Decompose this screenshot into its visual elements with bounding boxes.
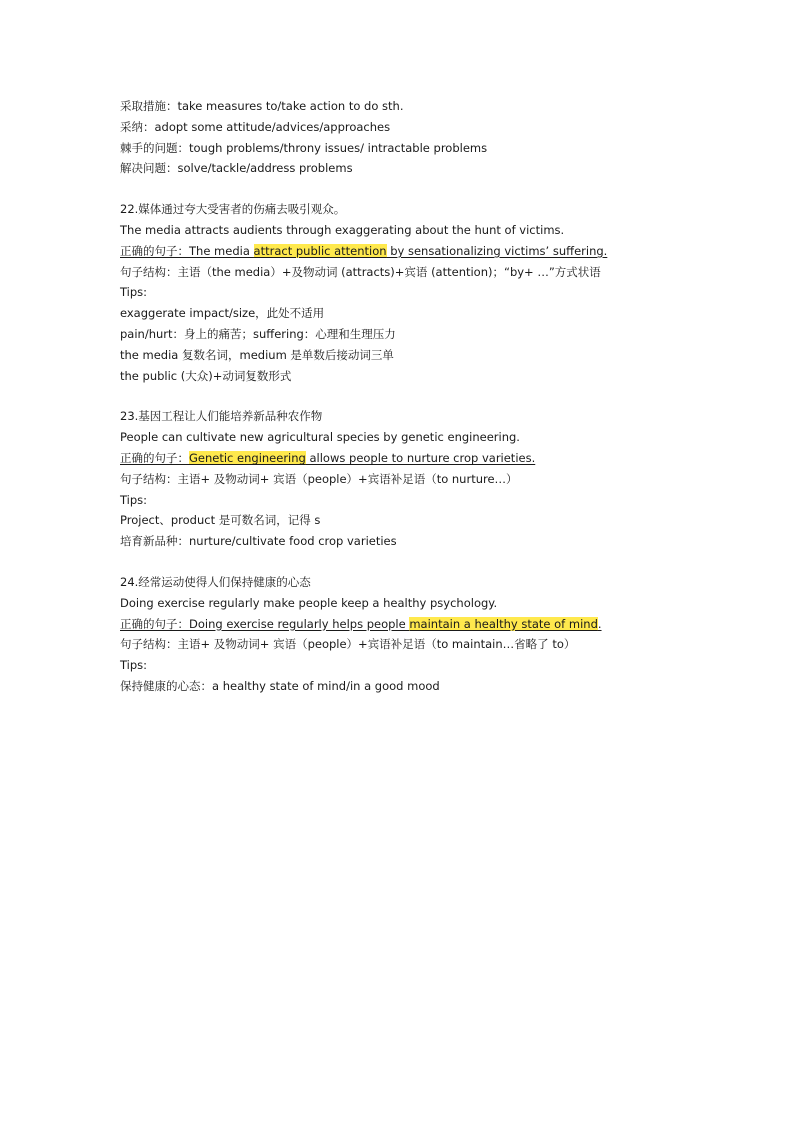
correct-sentence: 正确的句子：Doing exercise regularly helps people maintain a healthy state of mind. — [120, 616, 602, 631]
tip-line: pain/hurt：身上的痛苦；suffering：心理和生理压力 — [120, 326, 396, 341]
highlight: Genetic engineering — [189, 450, 306, 465]
sentence-structure: 句子结构：主语+ 及物动词+ 宾语（people）+宾语补足语（to maintain…省略了 to） — [120, 637, 576, 652]
intro-line: 采纳：adopt some attitude/advices/approaches — [120, 119, 391, 134]
section-heading: 23.基因工程让人们能培养新品种农作物 — [120, 409, 323, 424]
section-23 — [120, 406, 760, 552]
highlight: attract public attention — [253, 243, 387, 258]
tips-label: Tips: — [120, 492, 148, 507]
tips-label: Tips: — [120, 658, 148, 673]
tip-line: 保持健康的心态：a healthy state of mind/in a good mood — [120, 678, 440, 693]
intro-line: 采取措施：take measures to/take action to do sth. — [120, 99, 404, 113]
tip-line: 培育新品种：nurture/cultivate food crop varieties — [120, 534, 397, 549]
tip-line: the public (大众)+动词复数形式 — [120, 368, 292, 383]
section-heading: 22.媒体通过夸大受害者的伤痛去吸引观众。 — [120, 202, 346, 217]
wrong-sentence: The media attracts audients through exaggerating about the hunt of victims. — [120, 222, 565, 237]
tips-label: Tips: — [120, 285, 148, 300]
wrong-sentence: People can cultivate new agricultural species by genetic engineering. — [120, 430, 520, 445]
intro-block — [120, 96, 760, 179]
document-page — [120, 96, 760, 697]
sentence-structure: 句子结构：主语+ 及物动词+ 宾语（people）+宾语补足语（to nurture…） — [120, 471, 518, 486]
section-heading: 24.经常运动使得人们保持健康的心态 — [120, 574, 311, 589]
section-22 — [120, 199, 760, 386]
tip-line: the media 复数名词，medium 是单数后接动词三单 — [120, 347, 394, 362]
correct-sentence: 正确的句子：Genetic engineering allows people to nurture crop varieties. — [120, 450, 536, 465]
correct-sentence: 正确的句子：The media attract public attention by sensationalizing victims’ suffering. — [120, 243, 608, 258]
section-24 — [120, 572, 760, 697]
highlight: maintain a healthy state of mind — [409, 616, 598, 631]
intro-line: 棘手的问题：tough problems/throny issues/ intractable problems — [120, 140, 488, 155]
wrong-sentence: Doing exercise regularly make people keep a healthy psychology. — [120, 595, 498, 610]
tip-line: Project、product 是可数名词，记得 s — [120, 513, 321, 528]
tip-line: exaggerate impact/size，此处不适用 — [120, 306, 325, 321]
sentence-structure: 句子结构：主语（the media）+及物动词 (attracts)+宾语 (attention)；“by+ …”方式状语 — [120, 264, 601, 279]
intro-line: 解决问题：solve/tackle/address problems — [120, 161, 353, 176]
